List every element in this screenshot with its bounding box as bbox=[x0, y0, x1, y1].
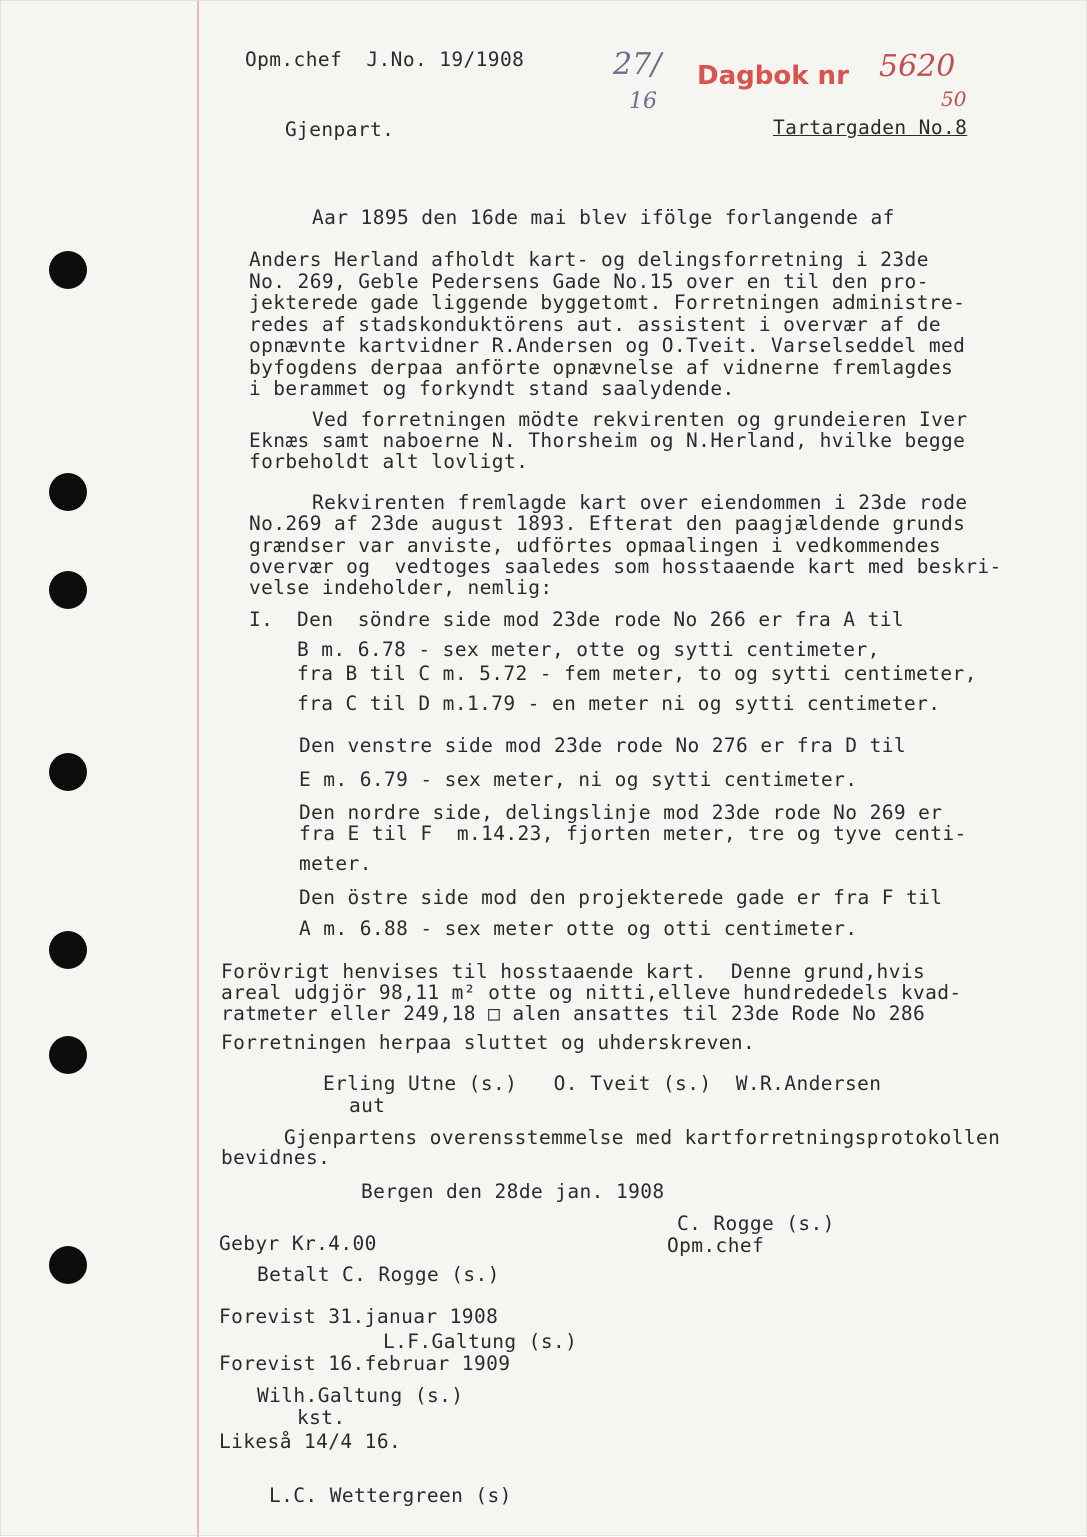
body-line: velse indeholder, nemlig: bbox=[249, 576, 553, 599]
shown-line: Forevist 16.februar 1909 bbox=[219, 1352, 511, 1375]
paid-line: Betalt C. Rogge (s.) bbox=[257, 1263, 500, 1286]
binder-hole bbox=[49, 753, 87, 791]
body-line: redes af stadskonduktörens aut. assistent i overvær af de bbox=[249, 313, 941, 336]
body-line: byfogdens derpaa anförte opnævnelse af vidnerne fremlagdes bbox=[249, 356, 954, 379]
body-line: No. 269, Geble Pedersens Gade No.15 over en til den pro- bbox=[249, 270, 929, 293]
shown-by: Wilh.Galtung (s.) bbox=[257, 1384, 464, 1407]
handwritten-date-denominator: 16 bbox=[629, 89, 657, 114]
copy-label: Gjenpart. bbox=[285, 118, 395, 141]
body-line: No.269 af 23de august 1893. Efterat den paagjældende grunds bbox=[249, 512, 966, 535]
body-line: Aar 1895 den 16de mai blev ifölge forlangende af bbox=[312, 206, 895, 229]
body-line: Rekvirenten fremlagde kart over eiendommen i 23de rode bbox=[312, 491, 968, 514]
body-line: B m. 6.78 - sex meter, otte og sytti centimeter, bbox=[297, 638, 880, 661]
binder-hole bbox=[49, 251, 87, 289]
body-line: meter. bbox=[299, 852, 372, 875]
final-signer: L.C. Wettergreen (s) bbox=[269, 1484, 512, 1507]
signer-title: Opm.chef bbox=[667, 1234, 765, 1257]
body-line: Den östre side mod den projekterede gade er fra F til bbox=[299, 886, 943, 909]
body-line: grændser var anviste, udförtes opmaalingen i vedkommendes bbox=[249, 534, 941, 557]
binder-hole bbox=[49, 571, 87, 609]
binder-hole bbox=[49, 473, 87, 511]
body-line: A m. 6.88 - sex meter otte og otti centimeter. bbox=[299, 917, 858, 940]
section-number: I. bbox=[249, 608, 274, 631]
body-line: fra C til D m.1.79 - en meter ni og sytti centimeter. bbox=[297, 692, 941, 715]
fee-line: Gebyr Kr.4.00 bbox=[219, 1232, 377, 1255]
attestation-line: bevidnes. bbox=[221, 1146, 331, 1169]
body-line: i berammet og forkyndt stand saalydende. bbox=[249, 377, 735, 400]
witness-title: aut bbox=[349, 1094, 386, 1117]
body-line: Forövrigt henvises til hosstaaende kart. Denne grund,hvis bbox=[221, 960, 926, 983]
handwritten-date-numerator: 27/ bbox=[613, 47, 662, 82]
body-line: Eknæs samt naboerne N. Thorsheim og N.Herland, hvilke begge bbox=[249, 429, 966, 452]
body-line: E m. 6.79 - sex meter, ni og sytti centimeter. bbox=[299, 768, 858, 791]
journal-reference: Opm.chef J.No. 19/1908 bbox=[245, 48, 525, 71]
body-line: opnævnte kartvidner R.Andersen og O.Tveit. Varselseddel med bbox=[249, 334, 966, 357]
body-line: Den söndre side mod 23de rode No 266 er fra A til bbox=[297, 608, 904, 631]
body-line: fra B til C m. 5.72 - fem meter, to og sytti centimeter, bbox=[297, 662, 977, 685]
body-line: areal udgjör 98,11 m² otte og nitti,elleve hundrededels kvad- bbox=[221, 981, 962, 1004]
shown-line: Forevist 31.januar 1908 bbox=[219, 1305, 499, 1328]
binder-hole bbox=[49, 1036, 87, 1074]
body-line: overvær og vedtoges saaledes som hosstaaende kart med beskri- bbox=[249, 555, 1002, 578]
dagbok-stamp: Dagbok nr bbox=[697, 61, 849, 91]
body-line: fra E til F m.14.23, fjorten meter, tre og tyve centi- bbox=[299, 822, 967, 845]
dagbok-year: 50 bbox=[941, 87, 967, 111]
body-line: jekterede gade liggende byggetomt. Forretningen administre- bbox=[249, 291, 966, 314]
place-date: Bergen den 28de jan. 1908 bbox=[361, 1180, 665, 1203]
margin-rule bbox=[197, 1, 199, 1537]
dagbok-number: 5620 bbox=[879, 49, 956, 84]
body-line: Den nordre side, delingslinje mod 23de rode No 269 er bbox=[299, 801, 943, 824]
shown-by: L.F.Galtung (s.) bbox=[383, 1330, 578, 1353]
body-line: Anders Herland afholdt kart- og delingsforretning i 23de bbox=[249, 248, 929, 271]
body-line: Ved forretningen mödte rekvirenten og grundeieren Iver bbox=[312, 408, 968, 431]
likewise-line: Likeså 14/4 16. bbox=[219, 1430, 402, 1453]
address: Tartargaden No.8 bbox=[773, 116, 968, 139]
shown-by-title: kst. bbox=[297, 1406, 346, 1429]
body-line: Forretningen herpaa sluttet og uhderskreven. bbox=[221, 1031, 756, 1054]
witness-signatures: Erling Utne (s.) O. Tveit (s.) W.R.Andersen bbox=[323, 1072, 882, 1095]
signer-name: C. Rogge (s.) bbox=[677, 1212, 835, 1235]
binder-hole bbox=[49, 1246, 87, 1284]
attestation-line: Gjenpartens overensstemmelse med kartforretningsprotokollen bbox=[284, 1126, 1001, 1149]
body-line: ratmeter eller 249,18 □ alen ansattes til 23de Rode No 286 bbox=[221, 1002, 926, 1025]
body-line: Den venstre side mod 23de rode No 276 er fra D til bbox=[299, 734, 906, 757]
body-line: forbeholdt alt lovligt. bbox=[249, 450, 529, 473]
binder-hole bbox=[49, 931, 87, 969]
